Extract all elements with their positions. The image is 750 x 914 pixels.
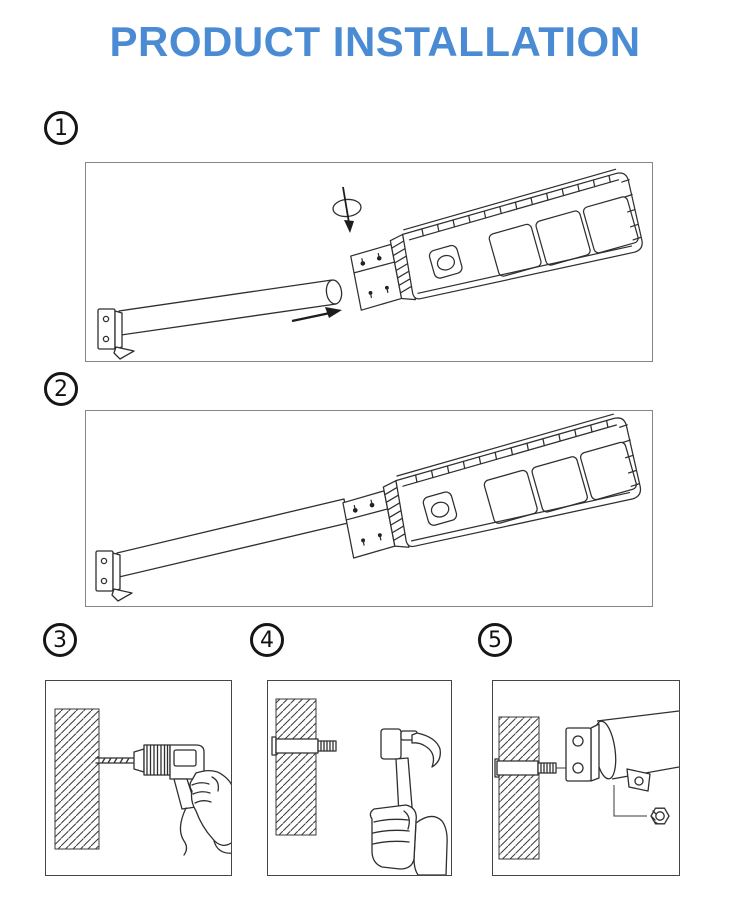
power-cord xyxy=(180,808,186,855)
rotation-arrow-icon xyxy=(332,187,361,233)
step-5-number: 5 xyxy=(488,627,502,653)
step-3-panel xyxy=(45,680,232,876)
drilling-wall-illustration xyxy=(46,681,231,875)
step-2-panel xyxy=(85,410,653,607)
wall-hatched xyxy=(276,699,316,835)
step-2-badge xyxy=(44,372,78,406)
wall-hatched xyxy=(499,717,539,859)
step-1-badge xyxy=(44,111,78,145)
hand-holding-hammer xyxy=(370,805,447,875)
page-title: PRODUCT INSTALLATION xyxy=(109,18,641,65)
step-4-badge xyxy=(250,623,284,657)
pole-end-with-bracket xyxy=(566,711,679,791)
expansion-anchor-bolt xyxy=(272,737,336,755)
step-2-number: 2 xyxy=(54,376,68,402)
pole-lamp-exploded-illustration xyxy=(86,163,652,361)
bracket-bolt-nut-illustration xyxy=(493,681,679,875)
step-1-panel xyxy=(85,162,653,362)
step-5-badge xyxy=(478,623,512,657)
electric-drill xyxy=(96,745,204,809)
step-4-panel xyxy=(267,680,452,876)
step-5-panel xyxy=(492,680,680,876)
mounting-pole xyxy=(96,499,348,601)
nut-with-leader-line xyxy=(614,785,669,824)
wall-hatched xyxy=(55,709,99,849)
hammering-anchor-illustration xyxy=(268,681,451,875)
pole-lamp-assembled-illustration xyxy=(86,411,652,606)
step-3-badge xyxy=(43,623,77,657)
step-1-number: 1 xyxy=(54,115,68,141)
step-4-number: 4 xyxy=(260,627,274,653)
step-3-number: 3 xyxy=(53,627,67,653)
